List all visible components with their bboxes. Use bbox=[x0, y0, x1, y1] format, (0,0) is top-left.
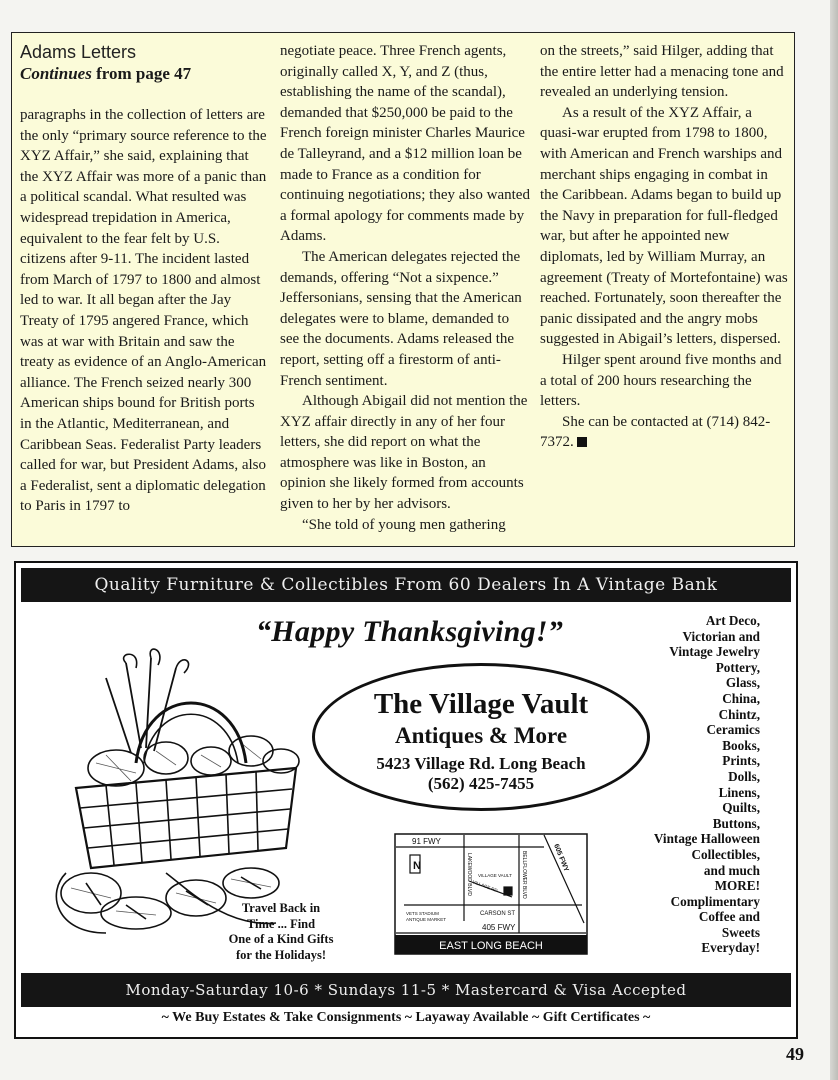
tagline-line: Travel Back in bbox=[241, 901, 321, 915]
map-north-arrow: N bbox=[413, 860, 421, 872]
article-box bbox=[11, 32, 795, 547]
merchandise-list bbox=[610, 613, 760, 956]
contact-text: She can be contacted at (714) 842-7372. bbox=[540, 413, 771, 451]
location-map bbox=[394, 833, 588, 955]
ad-headline: “Happy Thanksgiving!” bbox=[256, 615, 564, 648]
merch-item: Complimentary bbox=[670, 893, 760, 909]
page-number: 49 bbox=[786, 1044, 804, 1064]
end-mark-icon bbox=[577, 437, 587, 447]
merch-item: Vintage Halloween bbox=[653, 831, 760, 847]
store-name-oval bbox=[312, 663, 650, 811]
article-paragraph: negotiate peace. Three French agents, originally called X, Y, and Z (thus, establishing the name of the scandal), demanded that $250,000 be paid to the French foreign minister Charles Maurice de Talleyrand, and a $12 million loan be made to France as a condition for continuing negotiations; they also wanted a formal apology for comments made by Adams. bbox=[280, 43, 530, 245]
village-vault-advertisement bbox=[14, 561, 798, 1039]
article-paragraph-final bbox=[540, 412, 788, 453]
merch-item: MORE! bbox=[714, 878, 760, 894]
map-label-605: 605 FWY bbox=[552, 843, 570, 873]
merch-item: Glass, bbox=[725, 675, 760, 691]
merch-item: Linens, bbox=[718, 784, 760, 800]
ad-top-banner: Quality Furniture & Collectibles From 60 Dealers In A Vintage Bank bbox=[21, 568, 791, 602]
article-paragraph: on the streets,” said Hilger, adding that the entire letter had a menacing tone and revealed an underlying tension. bbox=[540, 43, 784, 101]
article-paragraph: “She told of young men gathering bbox=[302, 516, 506, 533]
merch-item: Art Deco, bbox=[705, 613, 760, 628]
merch-item: Pottery, bbox=[715, 659, 760, 675]
merch-item: China, bbox=[722, 690, 760, 706]
merch-item: Books, bbox=[722, 737, 760, 753]
store-subtitle: Antiques & More bbox=[394, 723, 568, 748]
page-binding-edge bbox=[830, 0, 838, 1080]
merch-item: and much bbox=[703, 862, 760, 878]
merch-item: Coffee and bbox=[698, 909, 760, 925]
map-label-91: 91 FWY bbox=[412, 837, 441, 846]
store-phone: (562) 425-7455 bbox=[427, 774, 535, 793]
map-label-village-rd: VILLAGE RD bbox=[471, 879, 499, 894]
map-label-antique-market: ANTIQUE MARKET bbox=[406, 917, 447, 922]
article-column-1 bbox=[20, 41, 268, 517]
ad-tagline bbox=[221, 901, 341, 963]
article-column-2 bbox=[280, 41, 530, 535]
article-paragraph: Although Abigail did not mention the XYZ affair directly in any of her four letters, she did report on what the atmosphere was like in Boston, an opinion she likely formed from accounts given to her by her advisors. bbox=[280, 393, 528, 513]
merch-item: Victorian and bbox=[682, 628, 760, 644]
merch-item: Sweets bbox=[721, 924, 760, 940]
tagline-line: for the Holidays! bbox=[235, 947, 327, 962]
article-paragraph: paragraphs in the collection of letters are the only “primary source reference to the XYZ Affair,” she said, explaining that the XYZ Affair was more of a panic than a political scandal. What resulted was widespread trepidation in America, equivalent to the fear felt by U.S. citizens after 9-11. The incident lasted from March of 1797 to 1800 and almost led to war. It all began after the Jay Treaty of 1795 angered France, which was at war with Britain and saw the treaty as evidence of an Anglo-American alliance. The French seized nearly 300 American ships bound for British ports in the Atlantic, Mediterranean, and Caribbean Seas. Federalist Party leaders called for war, but President Adams, also a Federalist, sent a diplomatic delegation to Paris in 1797 to bbox=[20, 107, 267, 515]
map-label-405: 405 FWY bbox=[482, 923, 516, 932]
merch-item: Buttons, bbox=[712, 815, 760, 831]
map-label-vets: VETS STADIUM bbox=[406, 911, 439, 916]
continued-line bbox=[20, 63, 268, 85]
ad-footer: ~ We Buy Estates & Take Consignments ~ Layaway Available ~ Gift Certificates ~ bbox=[161, 1010, 651, 1025]
store-address: 5423 Village Rd. Long Beach bbox=[376, 754, 586, 773]
article-title: Adams Letters bbox=[20, 42, 137, 62]
merch-item: Collectibles, bbox=[691, 846, 760, 862]
map-label-vault: VILLAGE VAULT bbox=[478, 873, 512, 878]
tagline-line: One of a Kind Gifts bbox=[228, 932, 334, 946]
store-name: The Village Vault bbox=[373, 688, 589, 720]
merch-item: Prints, bbox=[722, 753, 760, 769]
tagline-line: Time ... Find bbox=[246, 916, 316, 931]
merch-item: Vintage Jewelry bbox=[669, 644, 760, 660]
article-paragraph: The American delegates rejected the demands, offering “Not a sixpence.” Jeffersonians, sensing that the American delegates were to blame, demanded to see the documents. Adams released the report, setting off a firestorm of anti-French sentiment. bbox=[280, 248, 522, 389]
map-label-lakewood: LAKEWOOD BLVD bbox=[466, 853, 472, 896]
map-caption: EAST LONG BEACH bbox=[439, 940, 543, 952]
merch-item: Ceramics bbox=[706, 722, 760, 738]
map-label-bellflower: BELLFLOWER BLVD bbox=[521, 851, 527, 899]
continued-page-ref: from page 47 bbox=[91, 64, 192, 83]
continued-word: Continues bbox=[20, 64, 92, 83]
article-column-3 bbox=[540, 41, 788, 453]
article-paragraph: As a result of the XYZ Affair, a quasi-war erupted from 1798 to 1800, with American and French warships and merchant ships engaging in combat in the Caribbean. Adams began to build up the Navy in preparation for full-fledged war, but after he appointed new diplomats, led by William Murray, an agreement (Treaty of Mortefontaine) was reached. Fortunately, soon thereafter the panic dissipated and the angry mobs suggested in Abigail’s letters, dispersed. bbox=[540, 104, 788, 348]
vegetable-basket-illustration bbox=[46, 643, 311, 943]
merch-item: Everyday! bbox=[701, 940, 760, 956]
merch-item: Quilts, bbox=[722, 800, 760, 816]
merch-item: Chintz, bbox=[718, 706, 760, 722]
map-label-carson: CARSON ST bbox=[480, 911, 516, 917]
merch-item: Dolls, bbox=[728, 768, 760, 784]
article-paragraph: Hilger spent around five months and a total of 200 hours researching the letters. bbox=[540, 351, 782, 410]
ad-hours-banner: Monday-Saturday 10-6 * Sundays 11-5 * Mastercard & Visa Accepted bbox=[21, 973, 791, 1007]
